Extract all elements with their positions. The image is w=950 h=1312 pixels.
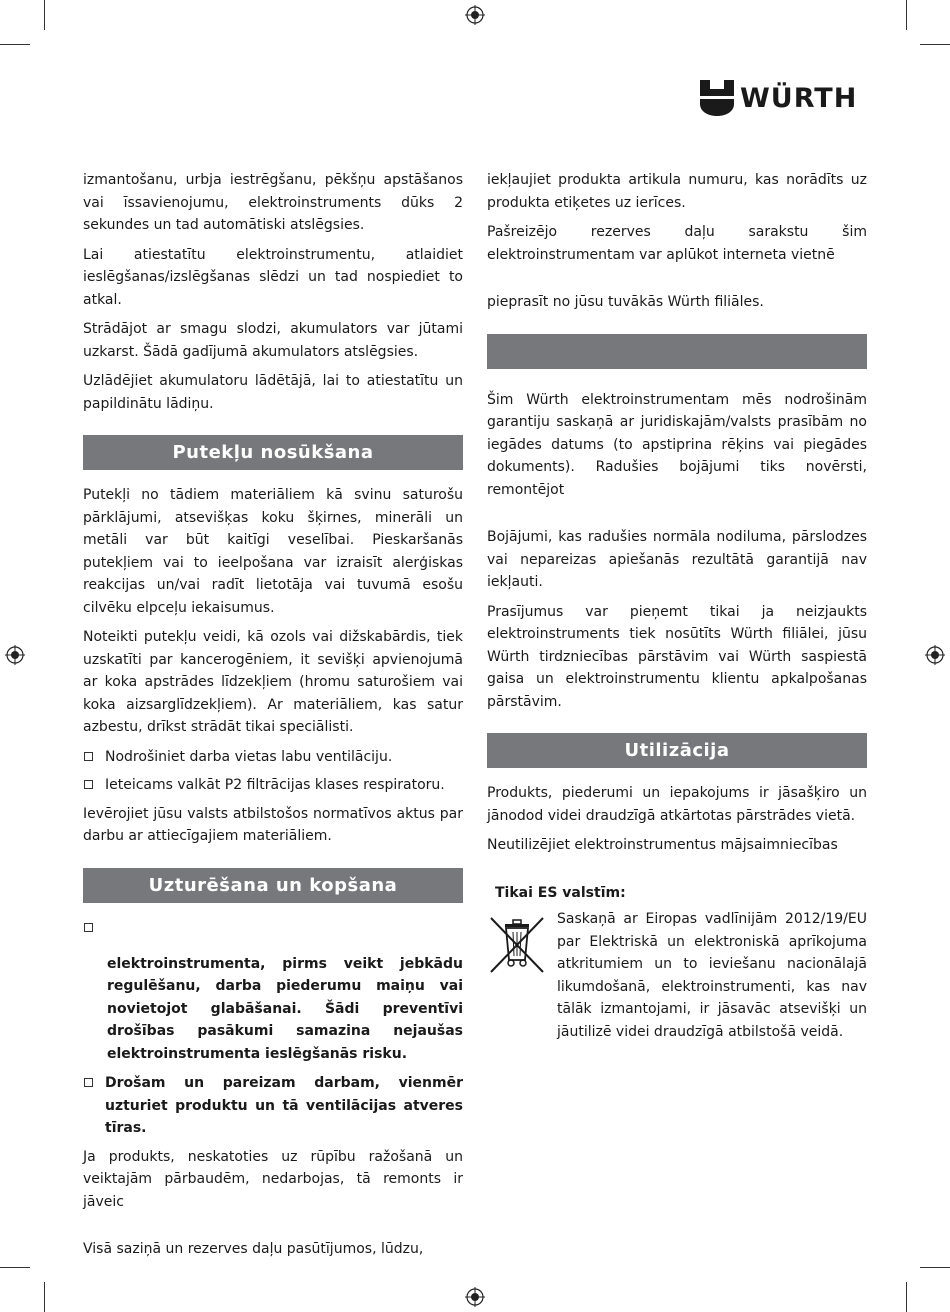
section-heading-maintenance: Uzturēšana un kopšana (83, 868, 463, 903)
section-heading-dust-extraction: Putekļu nosūkšana (83, 435, 463, 470)
paragraph: Strādājot ar smagu slodzi, akumulators var jūtami uzkarst. Šādā gadījumā akumulators atslēgsies. (83, 321, 463, 360)
paragraph: Noteikti putekļu veidi, kā ozols vai dižskabārdis, tiek uzskatīti par kancerogēniem, it sevišķi apvienojumā ar koka apstrādes līdzekļiem (hromu saturošiem vai koka aizsarglīdzekļiem). Ar materiāliem, kas satur azbestu, drīkst strādāt tikai speciālisti. (83, 629, 463, 735)
paragraph: Visā saziņā un rezerves daļu pasūtījumos, lūdzu, (83, 1241, 424, 1257)
paragraph: Neutilizējiet elektroinstrumentus mājsaimniecības (487, 837, 838, 853)
crop-mark (44, 1282, 45, 1312)
crop-mark (0, 44, 30, 45)
bullet-item (83, 746, 463, 769)
section-heading-warranty (487, 334, 867, 369)
brand-name: WÜRTH (740, 82, 858, 114)
left-column (83, 169, 463, 1268)
bullet-text: Ieteicams valkāt P2 filtrācijas klases respiratoru. (105, 777, 445, 793)
paragraph: Bojājumi, kas radušies normāla nodiluma, pārslodzes vai nepareizas apiešanās rezultātā garantijā nav iekļauti. (487, 529, 867, 590)
bullet-text: Nodrošiniet darba vietas labu ventilāciju. (105, 748, 393, 765)
bullet-box-icon (84, 923, 93, 932)
wurth-logo-icon (700, 80, 734, 116)
registration-mark-icon (465, 1287, 485, 1307)
registration-mark-icon (465, 5, 485, 25)
paragraph: izmantošanu, urbja iestrēgšanu, pēkšņu apstāšanos vai īssavienojumu, elektroinstruments dūks 2 sekundes un tad automātiski atslēgsies. (83, 172, 463, 233)
crop-mark (920, 1267, 950, 1268)
bullet-box-icon (84, 752, 93, 761)
paragraph: Produkts, piederumi un iepakojums ir jāsašķiro un jānodod videi draudzīgā atkārtotas pārstrādes vietā. (487, 785, 867, 824)
paragraph: Uzlādējiet akumulatoru lādētājā, lai to atiestatītu un papildinātu lādiņu. (83, 373, 463, 412)
spacer (487, 508, 867, 526)
paragraph: Šim Würth elektroinstrumentam mēs nodrošinām garantiju saskaņā ar juridiskajām/valsts prasībām no iegādes datums (to apstiprina rēķins vai piegādes dokuments). Radušies bojājumi tiks novērsti, remontējot (487, 391, 867, 498)
crossed-out-bin-icon (487, 908, 547, 976)
bullet-item (83, 917, 463, 947)
section-heading-disposal: Utilizācija (487, 733, 867, 768)
crop-mark (0, 1267, 30, 1268)
wurth-logo (700, 80, 857, 116)
bullet-item (83, 1072, 463, 1140)
bullet-box-icon (84, 780, 93, 789)
weee-block (487, 908, 867, 1043)
spacer (83, 1220, 463, 1238)
spacer (487, 273, 867, 291)
crop-mark (920, 44, 950, 45)
crop-mark (906, 0, 907, 30)
eu-only-title: Tikai ES valstīm: (495, 884, 626, 901)
registration-mark-icon (925, 645, 945, 665)
paragraph: Ja produkts, neskatoties uz rūpību ražošanā un veiktajām pārbaudēm, nedarbojas, tā remonts ir jāveic (83, 1148, 463, 1210)
bullet-item (83, 774, 463, 797)
paragraph-bold: elektroinstrumenta, pirms veikt jebkādu regulēšanu, darba piederumu maiņu vai novietojot glabāšanai. Šādi preventīvi drošības pasākumi samazina nejaušas elektroinstrumenta ieslēgšanās risku. (107, 955, 463, 1062)
paragraph: iekļaujiet produkta artikula numuru, kas norādīts uz produkta etiķetes uz ierīces. (487, 172, 867, 211)
bullet-text: Drošam un pareizam darbam, vienmēr uzturiet produktu un tā ventilācijas atveres tīras. (105, 1075, 463, 1136)
crop-mark (44, 0, 45, 30)
crop-mark (906, 1282, 907, 1312)
paragraph: Pašreizējo rezerves daļu sarakstu šim elektroinstrumentam var aplūkot interneta vietnē (487, 224, 867, 263)
bullet-box-icon (84, 1078, 93, 1087)
paragraph: Ievērojiet jūsu valsts atbilstošos normatīvos aktus par darbu ar attiecīgajiem materiāliem. (83, 805, 463, 844)
paragraph: Putekļi no tādiem materiāliem kā svinu saturošu pārklājumi, atsevišķas koku šķirnes, minerāli un metāli var būt kaitīgi veselībai. Pieskaršanās putekļiem vai to ieelpošana var izraisīt alerģiskas reakcijas un/vai radīt lietotāja vai tuvumā esošu cilvēku elpceļu iekaisumus. (83, 487, 463, 616)
right-column (487, 169, 867, 1043)
paragraph: pieprasīt no jūsu tuvākās Würth filiāles. (487, 294, 764, 310)
weee-text: Saskaņā ar Eiropas vadlīnijām 2012/19/EU par Elektriskā un elektroniskā aprīkojuma atkritumiem un to ieviešanu nacionālajā likumdošanā, elektroinstrumenti, kas nav tālāk izmantojami, ir jāsavāc atsevišķi un jāutilizē videi draudzīgā atbilstošā veidā. (557, 911, 867, 1040)
paragraph: Lai atiestatītu elektroinstrumentu, atlaidiet ieslēgšanas/izslēgšanas slēdzi un tad nospiediet to atkal. (83, 246, 463, 308)
spacer (487, 864, 867, 882)
paragraph: Prasījumus var pieņemt tikai ja neizjaukts elektroinstruments tiek nosūtīts Würth filiālei, jūsu Würth tirdzniecības pārstāvim vai Würth saspiestā gaisa un elektroinstrumentu klientu apkalpošanas pārstāvim. (487, 603, 867, 710)
registration-mark-icon (5, 645, 25, 665)
